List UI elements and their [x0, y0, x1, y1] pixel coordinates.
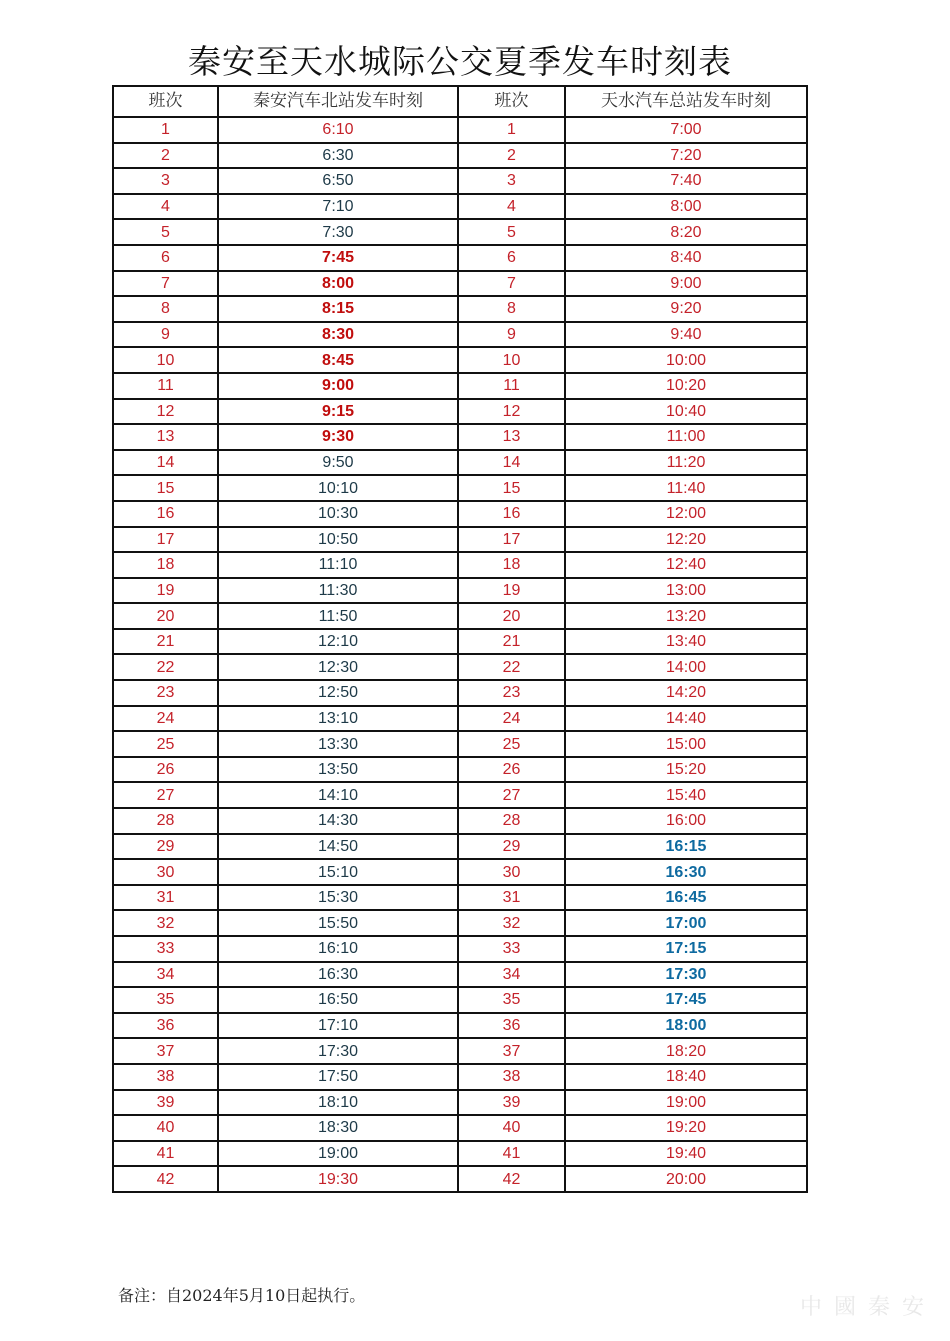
qinan-departure-time: 13:50 — [218, 757, 458, 783]
qinan-departure-time: 14:50 — [218, 834, 458, 860]
qinan-departure-time: 8:30 — [218, 322, 458, 348]
table-row — [113, 1166, 807, 1192]
trip-no-tianshui: 35 — [458, 987, 565, 1013]
tianshui-departure-time: 7:40 — [565, 168, 807, 194]
footnote: 备注：自2024年5月10日起执行。 — [118, 1286, 366, 1305]
trip-no-qinan: 30 — [113, 859, 218, 885]
tianshui-departure-time: 8:20 — [565, 219, 807, 245]
trip-no-tianshui: 14 — [458, 450, 565, 476]
trip-no-tianshui: 24 — [458, 706, 565, 732]
tianshui-departure-time: 10:00 — [565, 347, 807, 373]
tianshui-departure-time: 15:40 — [565, 782, 807, 808]
qinan-departure-time: 6:50 — [218, 168, 458, 194]
trip-no-qinan: 9 — [113, 322, 218, 348]
trip-no-tianshui: 12 — [458, 399, 565, 425]
trip-no-tianshui: 34 — [458, 962, 565, 988]
trip-no-qinan: 18 — [113, 552, 218, 578]
trip-no-tianshui: 9 — [458, 322, 565, 348]
table-row — [113, 347, 807, 373]
qinan-departure-time: 7:10 — [218, 194, 458, 220]
tianshui-departure-time: 9:40 — [565, 322, 807, 348]
table-row — [113, 143, 807, 169]
table-row — [113, 245, 807, 271]
trip-no-qinan: 8 — [113, 296, 218, 322]
tianshui-departure-time: 7:20 — [565, 143, 807, 169]
qinan-departure-time: 9:15 — [218, 399, 458, 425]
tianshui-departure-time: 17:15 — [565, 936, 807, 962]
trip-no-qinan: 35 — [113, 987, 218, 1013]
tianshui-departure-time: 14:00 — [565, 654, 807, 680]
header-trip-no-tianshui: 班次 — [458, 86, 565, 117]
qinan-departure-time: 9:00 — [218, 373, 458, 399]
tianshui-departure-time: 19:00 — [565, 1090, 807, 1116]
qinan-departure-time: 17:50 — [218, 1064, 458, 1090]
trip-no-qinan: 29 — [113, 834, 218, 860]
table-row — [113, 527, 807, 553]
trip-no-tianshui: 15 — [458, 475, 565, 501]
table-row — [113, 654, 807, 680]
tianshui-departure-time: 14:20 — [565, 680, 807, 706]
qinan-departure-time: 7:45 — [218, 245, 458, 271]
tianshui-departure-time: 11:40 — [565, 475, 807, 501]
qinan-departure-time: 13:10 — [218, 706, 458, 732]
header-tianshui-departure: 天水汽车总站发车时刻 — [565, 86, 807, 117]
tianshui-departure-time: 13:20 — [565, 603, 807, 629]
tianshui-departure-time: 19:20 — [565, 1115, 807, 1141]
tianshui-departure-time: 19:40 — [565, 1141, 807, 1167]
trip-no-qinan: 21 — [113, 629, 218, 655]
trip-no-tianshui: 33 — [458, 936, 565, 962]
trip-no-tianshui: 39 — [458, 1090, 565, 1116]
table-row — [113, 1090, 807, 1116]
table-row — [113, 117, 807, 143]
tianshui-departure-time: 11:00 — [565, 424, 807, 450]
qinan-departure-time: 15:10 — [218, 859, 458, 885]
table-row — [113, 936, 807, 962]
trip-no-tianshui: 37 — [458, 1038, 565, 1064]
trip-no-qinan: 37 — [113, 1038, 218, 1064]
trip-no-qinan: 4 — [113, 194, 218, 220]
trip-no-qinan: 34 — [113, 962, 218, 988]
table-row — [113, 782, 807, 808]
qinan-departure-time: 12:50 — [218, 680, 458, 706]
qinan-departure-time: 9:50 — [218, 450, 458, 476]
trip-no-tianshui: 1 — [458, 117, 565, 143]
tianshui-departure-time: 8:40 — [565, 245, 807, 271]
trip-no-tianshui: 36 — [458, 1013, 565, 1039]
tianshui-departure-time: 17:45 — [565, 987, 807, 1013]
table-row — [113, 552, 807, 578]
trip-no-qinan: 27 — [113, 782, 218, 808]
tianshui-departure-time: 17:30 — [565, 962, 807, 988]
qinan-departure-time: 16:30 — [218, 962, 458, 988]
qinan-departure-time: 14:10 — [218, 782, 458, 808]
trip-no-qinan: 14 — [113, 450, 218, 476]
trip-no-tianshui: 11 — [458, 373, 565, 399]
qinan-departure-time: 12:10 — [218, 629, 458, 655]
trip-no-tianshui: 2 — [458, 143, 565, 169]
qinan-departure-time: 6:10 — [218, 117, 458, 143]
trip-no-tianshui: 7 — [458, 271, 565, 297]
qinan-departure-time: 7:30 — [218, 219, 458, 245]
header-trip-no-qinan: 班次 — [113, 86, 218, 117]
table-row — [113, 680, 807, 706]
tianshui-departure-time: 16:00 — [565, 808, 807, 834]
trip-no-tianshui: 17 — [458, 527, 565, 553]
table-row — [113, 987, 807, 1013]
tianshui-departure-time: 12:20 — [565, 527, 807, 553]
trip-no-qinan: 20 — [113, 603, 218, 629]
trip-no-tianshui: 16 — [458, 501, 565, 527]
qinan-departure-time: 8:00 — [218, 271, 458, 297]
trip-no-qinan: 19 — [113, 578, 218, 604]
trip-no-tianshui: 10 — [458, 347, 565, 373]
tianshui-departure-time: 14:40 — [565, 706, 807, 732]
qinan-departure-time: 19:00 — [218, 1141, 458, 1167]
trip-no-qinan: 32 — [113, 910, 218, 936]
trip-no-qinan: 41 — [113, 1141, 218, 1167]
trip-no-tianshui: 22 — [458, 654, 565, 680]
qinan-departure-time: 18:10 — [218, 1090, 458, 1116]
trip-no-qinan: 31 — [113, 885, 218, 911]
table-row — [113, 731, 807, 757]
table-row — [113, 271, 807, 297]
table-row — [113, 1038, 807, 1064]
tianshui-departure-time: 15:00 — [565, 731, 807, 757]
trip-no-tianshui: 27 — [458, 782, 565, 808]
table-row — [113, 629, 807, 655]
trip-no-tianshui: 32 — [458, 910, 565, 936]
table-row — [113, 706, 807, 732]
qinan-departure-time: 10:30 — [218, 501, 458, 527]
trip-no-qinan: 12 — [113, 399, 218, 425]
qinan-departure-time: 16:10 — [218, 936, 458, 962]
trip-no-tianshui: 26 — [458, 757, 565, 783]
tianshui-departure-time: 12:40 — [565, 552, 807, 578]
table-row — [113, 962, 807, 988]
qinan-departure-time: 6:30 — [218, 143, 458, 169]
trip-no-tianshui: 42 — [458, 1166, 565, 1192]
table-row — [113, 475, 807, 501]
trip-no-qinan: 5 — [113, 219, 218, 245]
trip-no-tianshui: 20 — [458, 603, 565, 629]
tianshui-departure-time: 13:00 — [565, 578, 807, 604]
tianshui-departure-time: 10:40 — [565, 399, 807, 425]
trip-no-qinan: 33 — [113, 936, 218, 962]
tianshui-departure-time: 16:45 — [565, 885, 807, 911]
trip-no-tianshui: 23 — [458, 680, 565, 706]
qinan-departure-time: 16:50 — [218, 987, 458, 1013]
trip-no-qinan: 17 — [113, 527, 218, 553]
qinan-departure-time: 14:30 — [218, 808, 458, 834]
table-row — [113, 910, 807, 936]
qinan-departure-time: 12:30 — [218, 654, 458, 680]
qinan-departure-time: 11:50 — [218, 603, 458, 629]
page-title: 秦安至天水城际公交夏季发车时刻表 — [188, 42, 732, 81]
table-row — [113, 296, 807, 322]
header-row — [113, 86, 807, 117]
trip-no-qinan: 40 — [113, 1115, 218, 1141]
table-row — [113, 373, 807, 399]
trip-no-qinan: 23 — [113, 680, 218, 706]
table-row — [113, 1013, 807, 1039]
tianshui-departure-time: 9:00 — [565, 271, 807, 297]
table-row — [113, 219, 807, 245]
watermark-logo: 中國秦安 — [800, 1295, 937, 1320]
tianshui-departure-time: 7:00 — [565, 117, 807, 143]
tianshui-departure-time: 9:20 — [565, 296, 807, 322]
tianshui-departure-time: 18:20 — [565, 1038, 807, 1064]
qinan-departure-time: 8:15 — [218, 296, 458, 322]
trip-no-tianshui: 3 — [458, 168, 565, 194]
table-row — [113, 322, 807, 348]
qinan-departure-time: 8:45 — [218, 347, 458, 373]
qinan-departure-time: 15:50 — [218, 910, 458, 936]
tianshui-departure-time: 13:40 — [565, 629, 807, 655]
trip-no-tianshui: 4 — [458, 194, 565, 220]
trip-no-tianshui: 18 — [458, 552, 565, 578]
tianshui-departure-time: 15:20 — [565, 757, 807, 783]
tianshui-departure-time: 11:20 — [565, 450, 807, 476]
trip-no-tianshui: 38 — [458, 1064, 565, 1090]
trip-no-qinan: 3 — [113, 168, 218, 194]
trip-no-qinan: 28 — [113, 808, 218, 834]
qinan-departure-time: 13:30 — [218, 731, 458, 757]
trip-no-qinan: 10 — [113, 347, 218, 373]
trip-no-qinan: 2 — [113, 143, 218, 169]
qinan-departure-time: 11:10 — [218, 552, 458, 578]
table-row — [113, 578, 807, 604]
table-row — [113, 834, 807, 860]
table-row — [113, 424, 807, 450]
trip-no-tianshui: 5 — [458, 219, 565, 245]
table-row — [113, 1115, 807, 1141]
table-row — [113, 501, 807, 527]
trip-no-qinan: 24 — [113, 706, 218, 732]
tianshui-departure-time: 16:30 — [565, 859, 807, 885]
trip-no-tianshui: 13 — [458, 424, 565, 450]
trip-no-tianshui: 41 — [458, 1141, 565, 1167]
tianshui-departure-time: 8:00 — [565, 194, 807, 220]
trip-no-tianshui: 21 — [458, 629, 565, 655]
trip-no-qinan: 16 — [113, 501, 218, 527]
tianshui-departure-time: 20:00 — [565, 1166, 807, 1192]
trip-no-tianshui: 8 — [458, 296, 565, 322]
trip-no-qinan: 13 — [113, 424, 218, 450]
tianshui-departure-time: 16:15 — [565, 834, 807, 860]
tianshui-departure-time: 10:20 — [565, 373, 807, 399]
tianshui-departure-time: 12:00 — [565, 501, 807, 527]
trip-no-qinan: 6 — [113, 245, 218, 271]
table-row — [113, 757, 807, 783]
table-row — [113, 194, 807, 220]
qinan-departure-time: 11:30 — [218, 578, 458, 604]
qinan-departure-time: 15:30 — [218, 885, 458, 911]
table-row — [113, 808, 807, 834]
table-row — [113, 399, 807, 425]
trip-no-qinan: 38 — [113, 1064, 218, 1090]
table-row — [113, 1141, 807, 1167]
table-row — [113, 859, 807, 885]
tianshui-departure-time: 18:00 — [565, 1013, 807, 1039]
qinan-departure-time: 10:10 — [218, 475, 458, 501]
table-row — [113, 1064, 807, 1090]
table-row — [113, 885, 807, 911]
qinan-departure-time: 17:30 — [218, 1038, 458, 1064]
table-row — [113, 450, 807, 476]
trip-no-qinan: 22 — [113, 654, 218, 680]
table-row — [113, 603, 807, 629]
trip-no-tianshui: 28 — [458, 808, 565, 834]
trip-no-qinan: 1 — [113, 117, 218, 143]
qinan-departure-time: 9:30 — [218, 424, 458, 450]
trip-no-tianshui: 25 — [458, 731, 565, 757]
header-qinan-departure: 秦安汽车北站发车时刻 — [218, 86, 458, 117]
tianshui-departure-time: 17:00 — [565, 910, 807, 936]
timetable-body — [113, 117, 807, 1192]
timetable — [112, 85, 808, 1193]
trip-no-tianshui: 40 — [458, 1115, 565, 1141]
qinan-departure-time: 18:30 — [218, 1115, 458, 1141]
trip-no-qinan: 25 — [113, 731, 218, 757]
trip-no-tianshui: 30 — [458, 859, 565, 885]
trip-no-tianshui: 19 — [458, 578, 565, 604]
qinan-departure-time: 19:30 — [218, 1166, 458, 1192]
trip-no-qinan: 39 — [113, 1090, 218, 1116]
trip-no-qinan: 42 — [113, 1166, 218, 1192]
tianshui-departure-time: 18:40 — [565, 1064, 807, 1090]
trip-no-qinan: 7 — [113, 271, 218, 297]
qinan-departure-time: 10:50 — [218, 527, 458, 553]
qinan-departure-time: 17:10 — [218, 1013, 458, 1039]
trip-no-tianshui: 31 — [458, 885, 565, 911]
trip-no-qinan: 11 — [113, 373, 218, 399]
trip-no-qinan: 15 — [113, 475, 218, 501]
trip-no-qinan: 36 — [113, 1013, 218, 1039]
table-row — [113, 168, 807, 194]
trip-no-qinan: 26 — [113, 757, 218, 783]
trip-no-tianshui: 6 — [458, 245, 565, 271]
trip-no-tianshui: 29 — [458, 834, 565, 860]
